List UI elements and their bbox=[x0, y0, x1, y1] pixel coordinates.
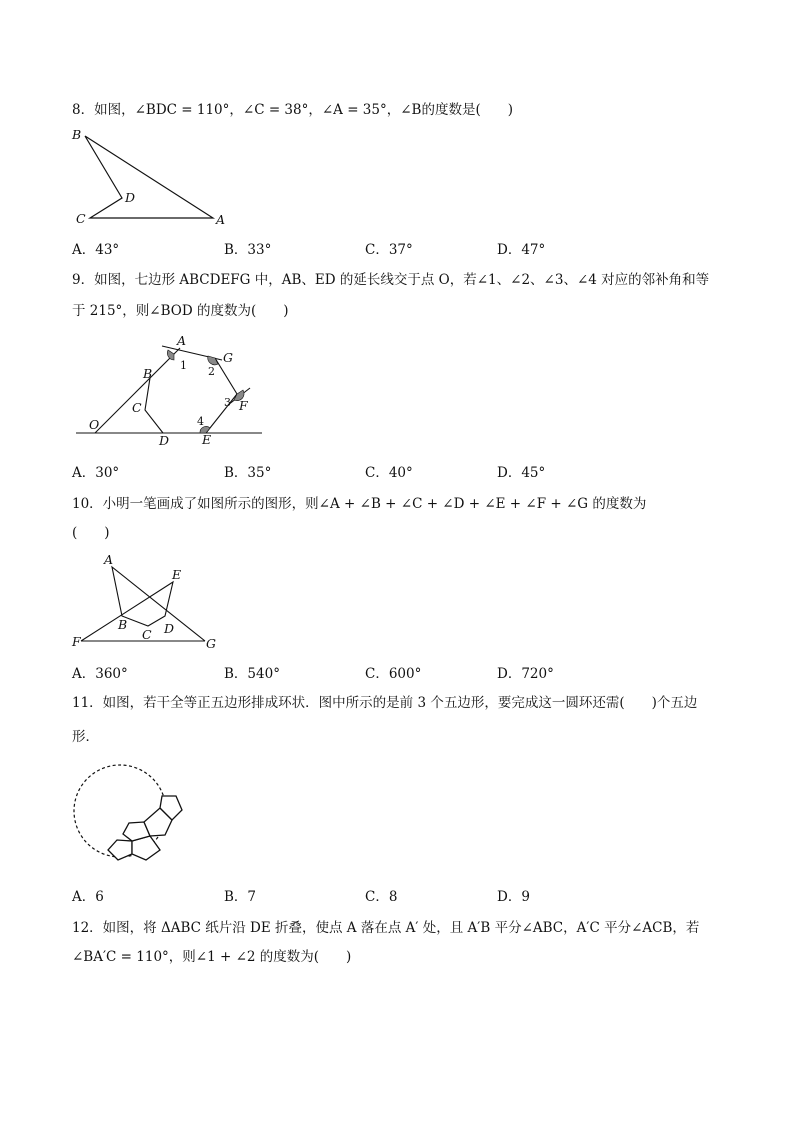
q9-label-b: B bbox=[143, 366, 153, 381]
q8-label-b: B bbox=[72, 127, 82, 142]
q10-label-e: E bbox=[172, 567, 182, 582]
q11-choice-d[interactable]: D．9 bbox=[497, 889, 530, 905]
q11-figure bbox=[70, 756, 200, 871]
q9-figure bbox=[70, 332, 270, 450]
q8-choice-d[interactable]: D．47° bbox=[497, 242, 546, 258]
q9-stem-line2: 于 215°，则∠BOD 的度数为( ) bbox=[72, 303, 289, 319]
q9-label-e: E bbox=[202, 432, 212, 447]
q10-choices bbox=[72, 662, 732, 682]
q8-label-a: A bbox=[216, 212, 226, 227]
q10-figure bbox=[70, 552, 220, 652]
q8-choice-a[interactable]: A．43° bbox=[72, 242, 120, 258]
q8-choice-c[interactable]: C．37° bbox=[365, 242, 413, 258]
q9-label-4: 4 bbox=[197, 415, 204, 428]
q9-label-3: 3 bbox=[224, 396, 231, 409]
q8-label-c: C bbox=[76, 211, 86, 226]
q10-stem-line1: 10．小明一笔画成了如图所示的图形，则∠A + ∠B + ∠C + ∠D + ∠E + ∠F + ∠G 的度数为 bbox=[72, 496, 647, 512]
q12-stem-line1: 12．如图，将 ΔABC 纸片沿 DE 折叠，使点 A 落在点 A′ 处，且 A′B 平分∠ABC，A′C 平分∠ACB，若 bbox=[72, 920, 700, 936]
q8-choices bbox=[72, 238, 732, 258]
q9-label-1: 1 bbox=[180, 359, 187, 372]
q9-choice-c[interactable]: C．40° bbox=[365, 465, 413, 481]
q11-choices bbox=[72, 885, 732, 905]
q9-choice-b[interactable]: B．35° bbox=[224, 465, 272, 481]
q11-choice-a[interactable]: A．6 bbox=[72, 889, 104, 905]
q9-label-2: 2 bbox=[208, 365, 215, 378]
q9-label-d: D bbox=[159, 433, 170, 448]
q11-choice-b[interactable]: B．7 bbox=[224, 889, 257, 905]
q11-stem-line2: 形． bbox=[72, 729, 99, 745]
q9-label-f: F bbox=[239, 398, 248, 413]
q9-label-o: O bbox=[89, 417, 100, 432]
q10-label-a: A bbox=[104, 552, 114, 567]
q10-label-d: D bbox=[164, 621, 175, 636]
q10-choice-c[interactable]: C．600° bbox=[365, 666, 422, 682]
q9-label-g: G bbox=[223, 350, 233, 365]
q10-label-c: C bbox=[142, 627, 152, 642]
q8-choice-b[interactable]: B．33° bbox=[224, 242, 272, 258]
q9-label-a: A bbox=[177, 333, 187, 348]
q10-choice-d[interactable]: D．720° bbox=[497, 666, 554, 682]
q10-choice-b[interactable]: B．540° bbox=[224, 666, 280, 682]
q9-label-c: C bbox=[132, 400, 142, 415]
q9-choices bbox=[72, 461, 732, 481]
q9-stem-line1: 9．如图，七边形 ABCDEFG 中，AB、ED 的延长线交于点 O，若∠1、∠2、∠3、∠4 对应的邻补角和等 bbox=[72, 272, 710, 288]
q9-choice-d[interactable]: D．45° bbox=[497, 465, 546, 481]
q10-choice-a[interactable]: A．360° bbox=[72, 666, 128, 682]
q10-label-b: B bbox=[118, 617, 128, 632]
q8-label-d: D bbox=[125, 190, 136, 205]
q8-stem: 8．如图，∠BDC = 110°，∠C = 38°，∠A = 35°，∠B的度数是( ) bbox=[72, 102, 513, 118]
q8-figure bbox=[70, 126, 240, 226]
q12-stem-line2: ∠BA′C = 110°，则∠1 + ∠2 的度数为( ) bbox=[72, 949, 352, 965]
q9-choice-a[interactable]: A．30° bbox=[72, 465, 120, 481]
q11-stem-line1: 11．如图，若干全等正五边形排成环状．图中所示的是前 3 个五边形，要完成这一圆环还需( )个五边 bbox=[72, 695, 698, 711]
q10-label-f: F bbox=[72, 634, 81, 649]
q10-label-g: G bbox=[206, 636, 216, 651]
q10-stem-line2: ( ) bbox=[72, 525, 110, 541]
q11-choice-c[interactable]: C．8 bbox=[365, 889, 398, 905]
